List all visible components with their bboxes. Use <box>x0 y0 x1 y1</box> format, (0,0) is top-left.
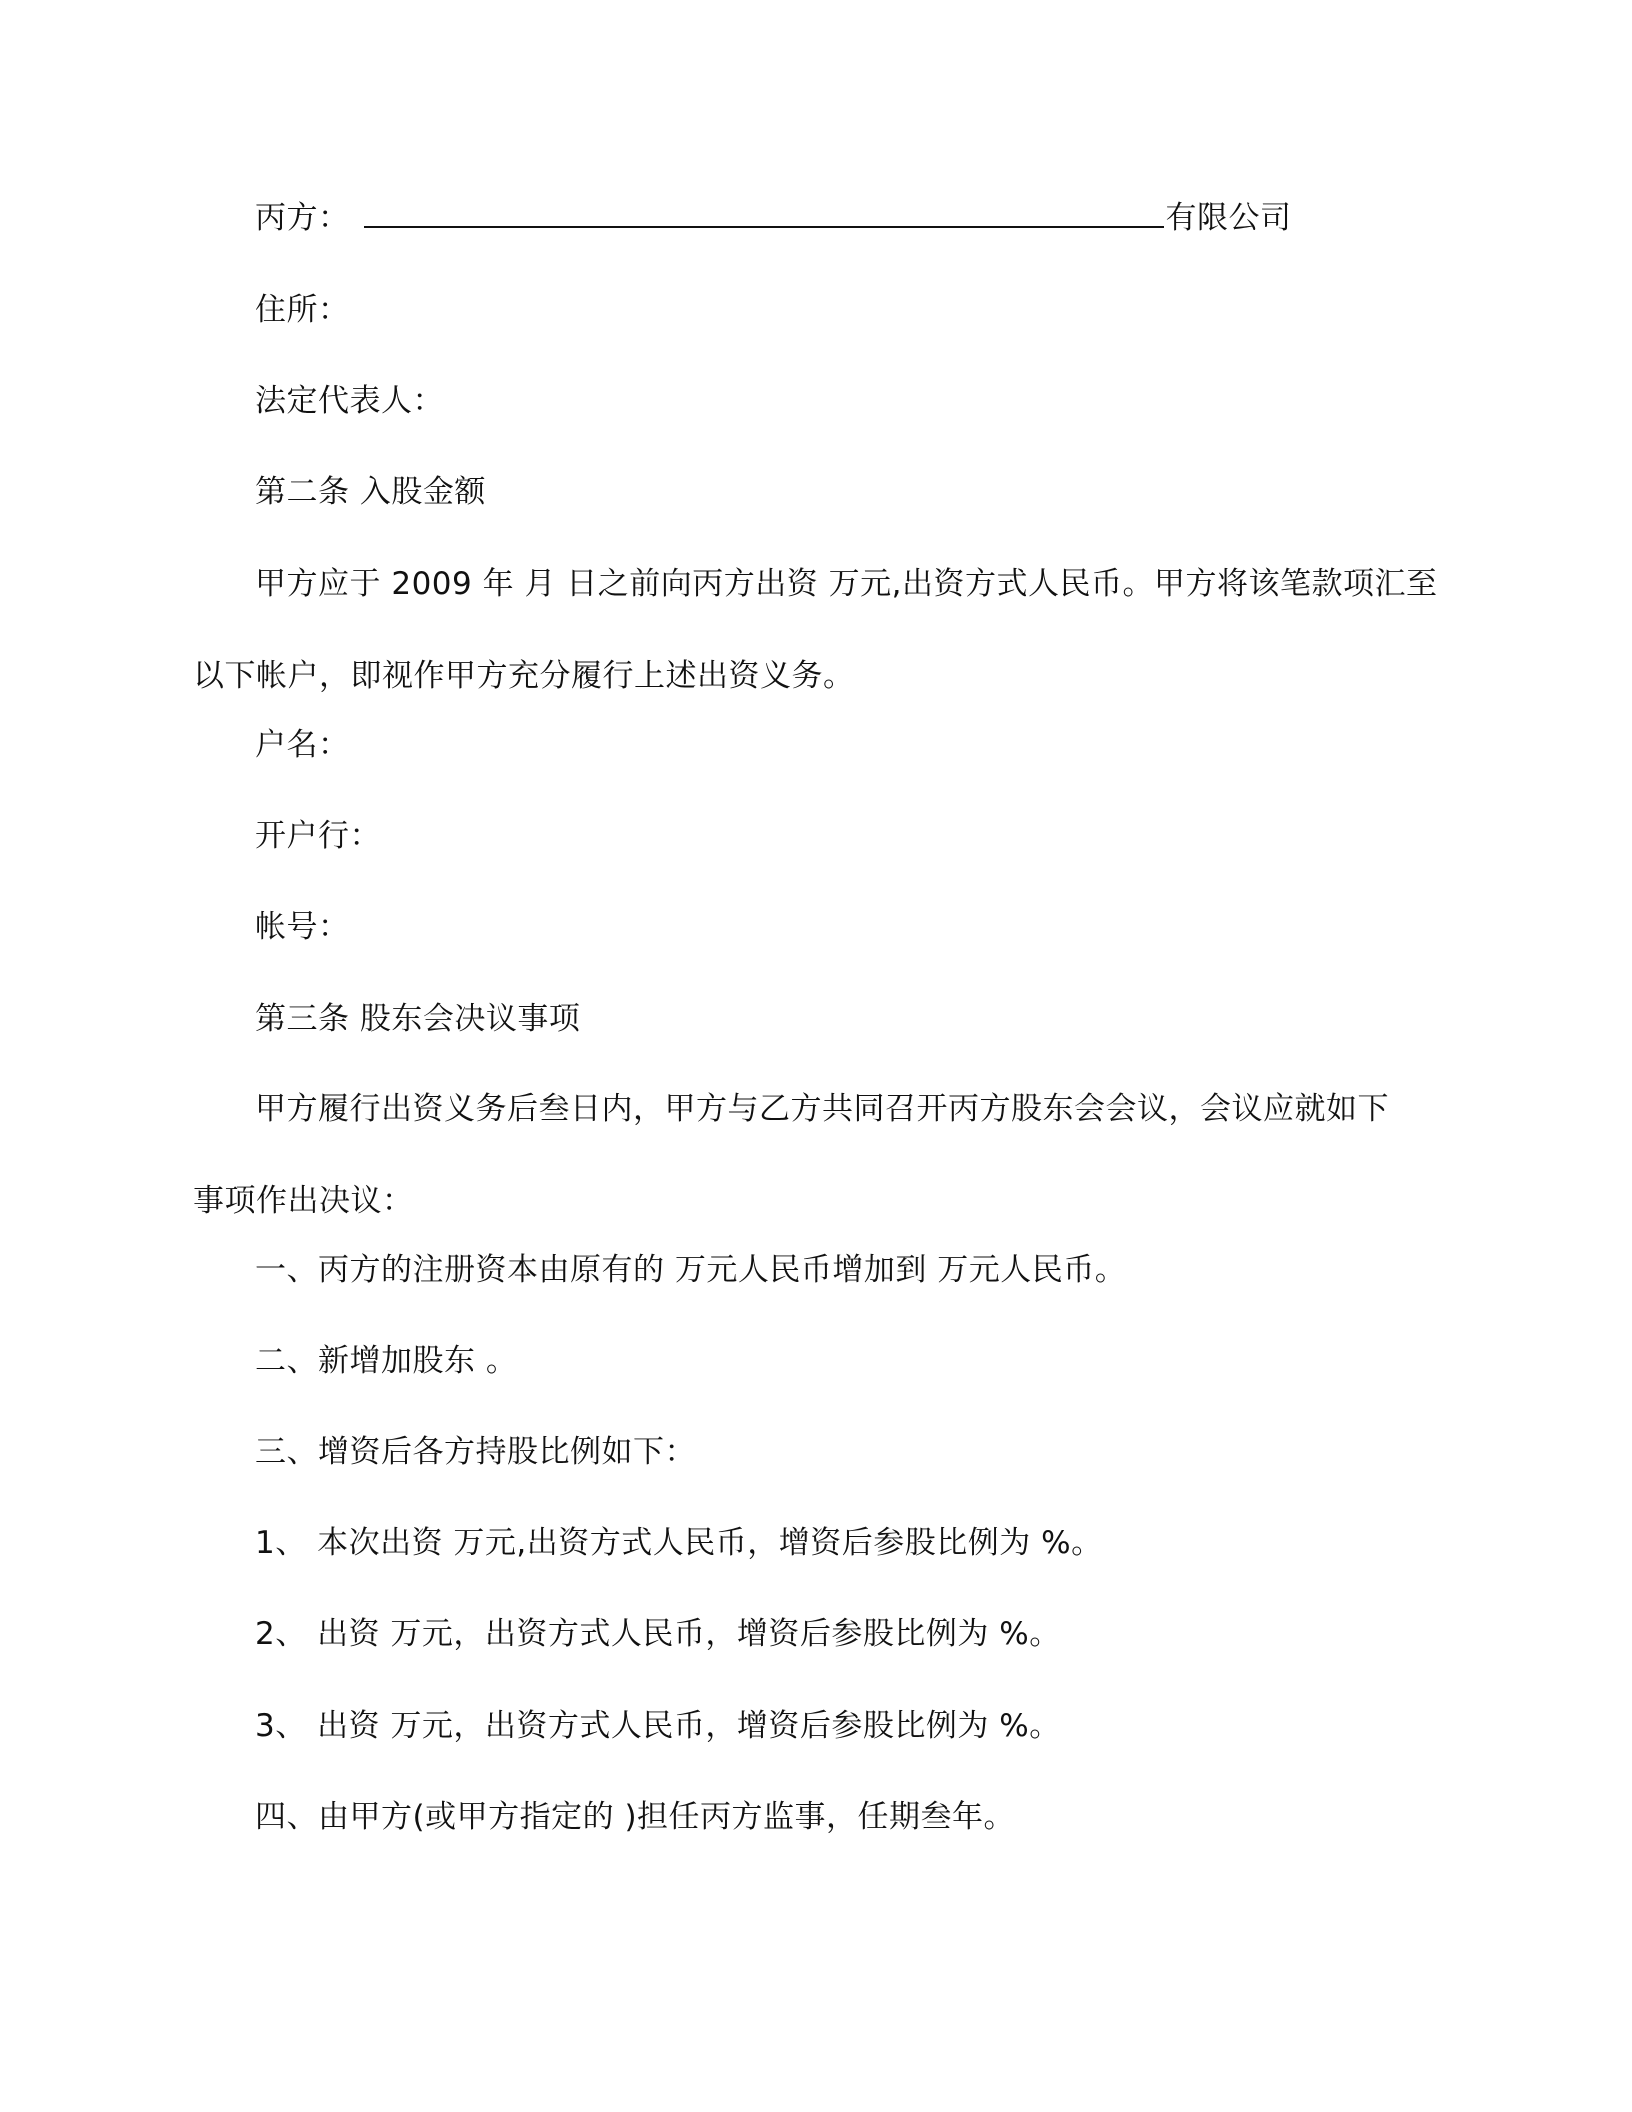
article3-paragraph-line1: 甲方履行出资义务后叁日内，甲方与乙方共同召开丙方股东会会议，会议应就如下 <box>255 1091 1389 1127</box>
article3-paragraph <box>193 1089 1438 1221</box>
article3-item2: 二、新增加股东 。 <box>255 1343 518 1379</box>
article2-heading: 第二条 入股金额 <box>255 474 486 510</box>
legal-rep-label: 法定代表人： <box>255 383 444 419</box>
article2-paragraph <box>193 564 1438 696</box>
article2-paragraph-line2: 以下帐户，即视作甲方充分履行上述出资义务。 <box>193 658 855 694</box>
party-c-name-blank <box>364 200 1164 228</box>
article3-heading: 第三条 股东会决议事项 <box>255 1001 581 1037</box>
article3-sub2: 2、 出资 万元，出资方式人民币，增资后参股比例为 %。 <box>255 1616 1061 1652</box>
account-name-label: 户名： <box>255 727 350 763</box>
party-c-suffix: 有限公司 <box>1165 200 1292 236</box>
bank-label: 开户行： <box>255 818 381 854</box>
article3-item1: 一、丙方的注册资本由原有的 万元人民币增加到 万元人民币。 <box>255 1252 1127 1288</box>
residence-label: 住所： <box>255 292 350 328</box>
party-c-line <box>255 198 1292 238</box>
article3-sub3: 3、 出资 万元，出资方式人民币，增资后参股比例为 %。 <box>255 1708 1061 1744</box>
article3-item4: 四、由甲方(或甲方指定的 )担任丙方监事，任期叁年。 <box>255 1799 1016 1835</box>
article3-item3: 三、增资后各方持股比例如下： <box>255 1434 696 1470</box>
article3-sub1: 1、 本次出资 万元,出资方式人民币，增资后参股比例为 %。 <box>255 1525 1103 1561</box>
account-no-label: 帐号： <box>255 909 350 945</box>
article3-paragraph-line2: 事项作出决议： <box>193 1183 414 1219</box>
party-c-label: 丙方： <box>255 200 350 236</box>
article2-paragraph-line1: 甲方应于 2009 年 月 日之前向丙方出资 万元,出资方式人民币。甲方将该笔款项汇至 <box>255 566 1438 602</box>
